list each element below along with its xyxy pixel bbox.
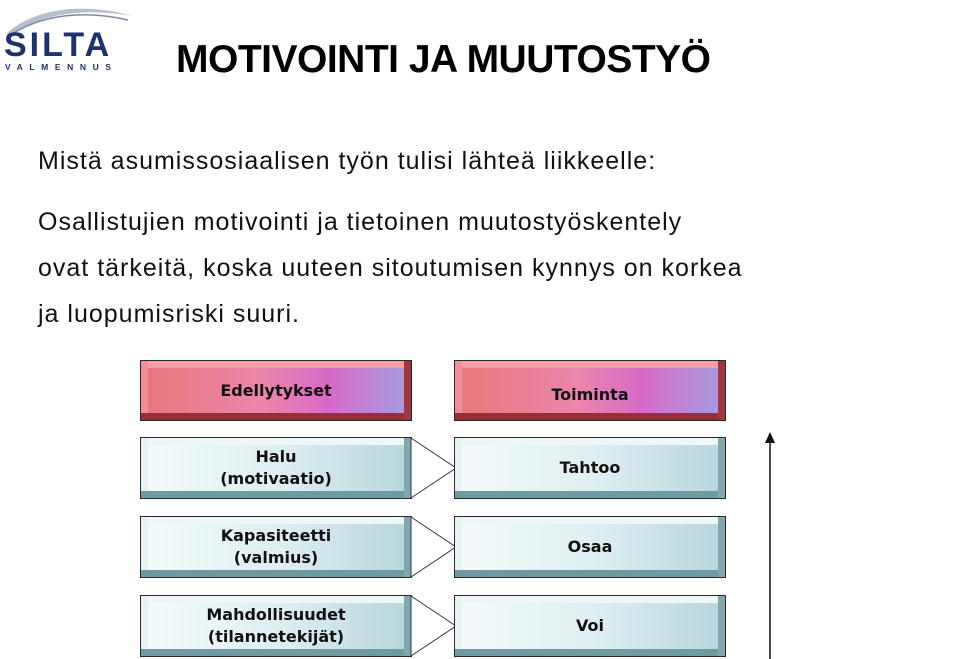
right-box-voi [454, 595, 726, 657]
connector-arrow-2 [410, 516, 458, 578]
connector-arrow-3 [410, 595, 458, 657]
left-box-kapasiteetti [140, 516, 412, 578]
body-line-3: ja luopumisriski suuri. [38, 300, 300, 328]
right-label-voi: Voi [576, 616, 604, 636]
header-box-edellytykset [140, 360, 412, 421]
intro-text: Mistä asumissosiaalisen työn tulisi lähteä liikkeelle: [38, 147, 657, 175]
right-label-osaa: Osaa [567, 537, 613, 557]
body-line-1: Osallistujien motivointi ja tietoinen muutostyöskentely [38, 208, 683, 236]
left-label-halu: Halu (motivaatio) [220, 447, 332, 488]
header-box-toiminta [454, 360, 726, 421]
header-label-edellytykset: Edellytykset [220, 380, 332, 400]
left-box-halu [140, 437, 412, 499]
left-label-mahdollisuudet: Mahdollisuudet (tilannetekijät) [206, 605, 346, 646]
page-title: MOTIVOINTI JA MUUTOSTYÖ [176, 38, 711, 81]
right-box-osaa [454, 516, 726, 578]
logo-wordmark: SILTA [4, 26, 113, 64]
body-paragraph [38, 199, 743, 337]
left-label-kapasiteetti: Kapasiteetti (valmius) [220, 526, 332, 567]
logo-subtitle: VALMENNUS [5, 62, 118, 72]
left-box-mahdollisuudet [140, 595, 412, 657]
right-box-tahtoo [454, 437, 726, 499]
up-arrow-icon [760, 432, 780, 659]
silta-valmennus-logo [4, 4, 134, 74]
right-label-tahtoo: Tahtoo [559, 458, 621, 478]
header-label-toiminta: Toiminta [551, 384, 629, 404]
body-line-2: ovat tärkeitä, koska uuteen sitoutumisen kynnys on korkea [38, 254, 743, 282]
connector-arrow-1 [410, 437, 458, 499]
